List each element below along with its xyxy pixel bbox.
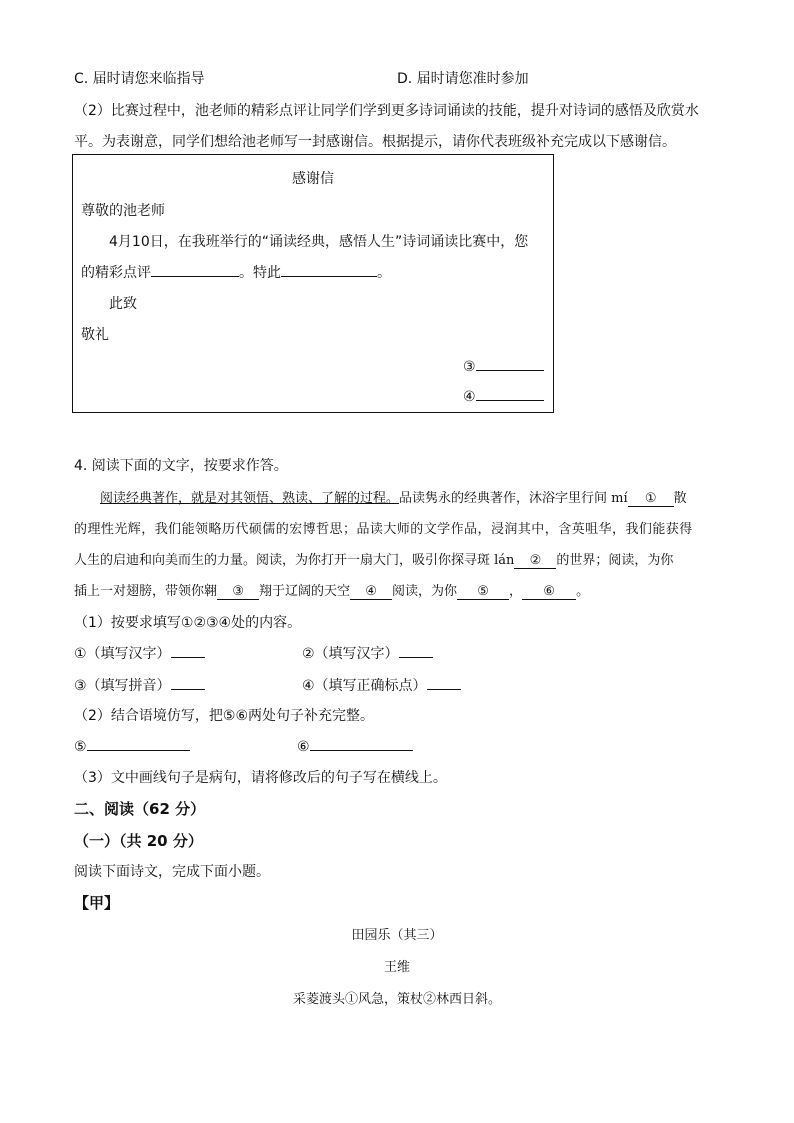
passage-blank-3[interactable]: ③	[217, 585, 259, 600]
q2-text-line2: 平。为表谢意，同学们想给池老师写一封感谢信。根据提示，请你代表班级补充完成以下感谢信。	[74, 134, 676, 150]
q4-p4-d: ，	[509, 584, 523, 599]
poem-author: 王维	[383, 960, 410, 975]
poem-title: 田园乐（其三）	[351, 928, 443, 943]
sub1-heading: （1）按要求填写①②③④处的内容。	[74, 615, 302, 631]
letter-mark-4: ④	[463, 389, 476, 405]
letter-salutation: 尊敬的池老师	[81, 203, 165, 219]
letter-body-line1: 4月10日，在我班举行的“诵读经典，感悟人生”诗词诵读比赛中，您	[109, 234, 529, 250]
letter-mark-3: ③	[463, 359, 476, 375]
letter-closing-1: 此致	[109, 296, 137, 312]
letter-body-c: 。	[377, 265, 391, 281]
letter-blank-2[interactable]	[281, 262, 377, 277]
sub2-item-5-label: ⑤	[74, 739, 87, 755]
q4-p4-b: 翔于辽阔的天空	[259, 584, 351, 599]
sub3-heading: （3）文中画线句子是病句，请将修改后的句子写在横线上。	[74, 770, 447, 786]
letter-blank-1[interactable]	[151, 262, 239, 277]
q4-passage-line4	[74, 580, 589, 600]
q4-passage-line3	[74, 549, 673, 569]
passage-blank-1[interactable]: ①	[628, 492, 674, 507]
letter-closing-2: 敬礼	[81, 327, 109, 343]
q4-p3-a: 人生的启迪和向美而生的力量。阅读，为你打开一扇大门，吸引你探寻斑 lán	[74, 553, 515, 568]
answer-blank-1[interactable]	[171, 643, 205, 658]
q4-p1-end: 散	[673, 491, 687, 506]
q4-p4-e: 。	[576, 584, 590, 599]
sub2-heading: （2）结合语境仿写，把⑤⑥两处句子补充完整。	[74, 708, 375, 724]
answer-blank-2[interactable]	[399, 643, 433, 658]
answer-blank-3[interactable]	[171, 675, 205, 690]
poem-line-1: 采菱渡头①风急，策杖②林西日斜。	[292, 992, 501, 1007]
letter-sign-line-4	[463, 386, 544, 405]
q4-p4-c: 阅读，为你	[392, 584, 458, 599]
q4-heading: 4. 阅读下面的文字，按要求作答。	[74, 458, 288, 474]
sub1-item-3-label: ③（填写拼音）	[74, 678, 171, 694]
letter-blank-4[interactable]	[476, 386, 544, 401]
passage-blank-5[interactable]: ⑤	[457, 585, 509, 600]
letter-blank-3[interactable]	[476, 356, 544, 371]
sub1-item-3	[74, 675, 205, 695]
letter-body-b: 。特此	[239, 265, 281, 281]
section2-jia: 【甲】	[74, 894, 120, 912]
q2-text-line1: （2）比赛过程中，池老师的精彩点评让同学们学到更多诗词诵读的技能，提升对诗词的感悟及欣赏水	[74, 103, 699, 119]
letter-body-a: 的精彩点评	[81, 265, 151, 281]
sub2-item-6	[297, 736, 413, 755]
answer-blank-6[interactable]	[310, 736, 413, 751]
sub1-item-1	[74, 643, 205, 663]
letter-body-line2	[81, 262, 391, 282]
section2-title: 二、阅读（62 分）	[74, 800, 206, 818]
q4-p3-b: 的世界；阅读，为你	[556, 553, 674, 568]
answer-blank-4[interactable]	[427, 675, 461, 690]
thank-you-letter-box	[72, 154, 554, 413]
underlined-sentence: 阅读经典著作，就是对其领悟、熟读、了解的过程。	[100, 491, 400, 506]
passage-blank-6[interactable]: ⑥	[522, 585, 576, 600]
q4-passage-line2: 的理性光辉，我们能领略历代硕儒的宏博哲思；品读大师的文学作品，浸润其中，含英咀华，我们能获得	[74, 522, 693, 537]
q4-p1-rest: 品读隽永的经典著作，沐浴字里行间 mí	[399, 491, 628, 506]
option-c: C. 届时请您来临指导	[74, 71, 205, 87]
section2-part1: （一）（共 20 分）	[74, 832, 203, 850]
letter-title: 感谢信	[292, 171, 334, 187]
q4-p4-a: 插上一对翅膀，带领你翱	[74, 584, 218, 599]
letter-sign-line-3	[463, 356, 544, 375]
sub1-item-4	[302, 675, 461, 695]
section2-instruction: 阅读下面诗文，完成下面小题。	[74, 864, 270, 880]
passage-blank-2[interactable]: ②	[514, 554, 556, 569]
sub2-item-5	[74, 736, 190, 755]
passage-blank-4[interactable]: ④	[350, 585, 392, 600]
sub1-item-1-label: ①（填写汉字）	[74, 646, 171, 662]
sub2-item-6-label: ⑥	[297, 739, 310, 755]
sub1-item-2-label: ②（填写汉字）	[302, 646, 399, 662]
option-d: D. 届时请您准时参加	[397, 71, 529, 87]
answer-blank-5[interactable]	[87, 736, 190, 751]
q4-passage-line1	[100, 487, 687, 507]
sub1-item-4-label: ④（填写正确标点）	[302, 678, 427, 694]
sub1-item-2	[302, 643, 433, 663]
